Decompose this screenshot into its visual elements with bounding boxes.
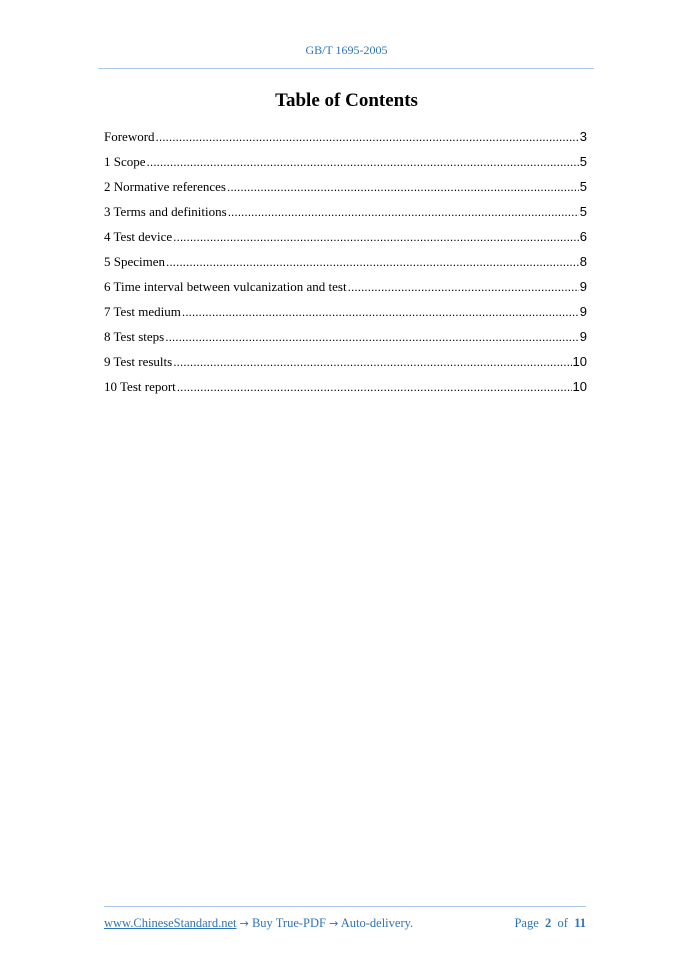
toc-entry-page: 10 xyxy=(572,354,587,369)
toc-entry-label: 3 Terms and definitions xyxy=(104,204,227,219)
toc-entry-page: 6 xyxy=(579,229,587,244)
arrow-right-icon: → xyxy=(329,917,339,930)
toc-dot-leader xyxy=(228,203,579,222)
toc-entry-label: 2 Normative references xyxy=(104,179,226,194)
toc-dot-leader xyxy=(173,353,571,372)
footer-divider xyxy=(104,906,586,907)
toc-entry-test-steps[interactable] xyxy=(104,327,587,352)
toc-entry-test-results[interactable] xyxy=(104,352,587,377)
toc-entry-label: 1 Scope xyxy=(104,154,146,169)
toc-entry-page: 3 xyxy=(579,129,587,144)
toc-dot-leader xyxy=(165,328,579,347)
buy-true-pdf-text: Buy True-PDF xyxy=(251,916,326,930)
toc-dot-leader xyxy=(166,253,579,272)
header-divider xyxy=(98,68,594,69)
current-page-number: 2 xyxy=(545,916,552,930)
toc-entry-page: 5 xyxy=(579,154,587,169)
document-id-header: GB/T 1695-2005 xyxy=(305,43,388,57)
toc-entry-page: 5 xyxy=(579,179,587,194)
toc-entry-test-device[interactable] xyxy=(104,227,587,252)
toc-list xyxy=(104,127,587,402)
toc-entry-terms-and-definitions[interactable] xyxy=(104,202,587,227)
toc-entry-label: 9 Test results xyxy=(104,354,173,369)
toc-dot-leader xyxy=(147,153,579,172)
toc-entry-time-interval[interactable] xyxy=(104,277,587,302)
toc-entry-label: Foreword xyxy=(104,129,155,144)
toc-entry-page: 9 xyxy=(579,304,587,319)
toc-entry-label: 5 Specimen xyxy=(104,254,166,269)
toc-entry-page: 9 xyxy=(579,279,587,294)
toc-entry-page: 10 xyxy=(572,379,587,394)
of-word: of xyxy=(557,916,568,930)
toc-entry-label: 8 Test steps xyxy=(104,329,165,344)
page-word: Page xyxy=(514,916,539,930)
toc-entry-page: 9 xyxy=(579,329,587,344)
site-link[interactable]: www.ChineseStandard.net xyxy=(104,916,237,930)
total-pages-number: 11 xyxy=(574,916,586,930)
toc-entry-test-report[interactable] xyxy=(104,377,587,402)
auto-delivery-text: Auto-delivery. xyxy=(340,916,414,930)
toc-dot-leader xyxy=(348,278,579,297)
toc-title: Table of Contents xyxy=(275,90,418,111)
page-footer xyxy=(104,916,586,931)
toc-dot-leader xyxy=(182,303,579,322)
toc-dot-leader xyxy=(227,178,579,197)
toc-entry-label: 10 Test report xyxy=(104,379,176,394)
arrow-right-icon: → xyxy=(239,917,249,930)
page-indicator xyxy=(514,916,586,931)
toc-entry-foreword[interactable] xyxy=(104,127,587,152)
toc-dot-leader xyxy=(156,128,579,147)
toc-entry-page: 5 xyxy=(579,204,587,219)
toc-entry-page: 8 xyxy=(579,254,587,269)
toc-dot-leader xyxy=(173,228,579,247)
toc-entry-test-medium[interactable] xyxy=(104,302,587,327)
toc-dot-leader xyxy=(177,378,572,397)
toc-entry-specimen[interactable] xyxy=(104,252,587,277)
toc-entry-normative-references[interactable] xyxy=(104,177,587,202)
toc-entry-label: 6 Time interval between vulcanization and test xyxy=(104,279,347,294)
footer-promo xyxy=(104,916,413,931)
toc-entry-scope[interactable] xyxy=(104,152,587,177)
toc-entry-label: 7 Test medium xyxy=(104,304,181,319)
toc-entry-label: 4 Test device xyxy=(104,229,173,244)
